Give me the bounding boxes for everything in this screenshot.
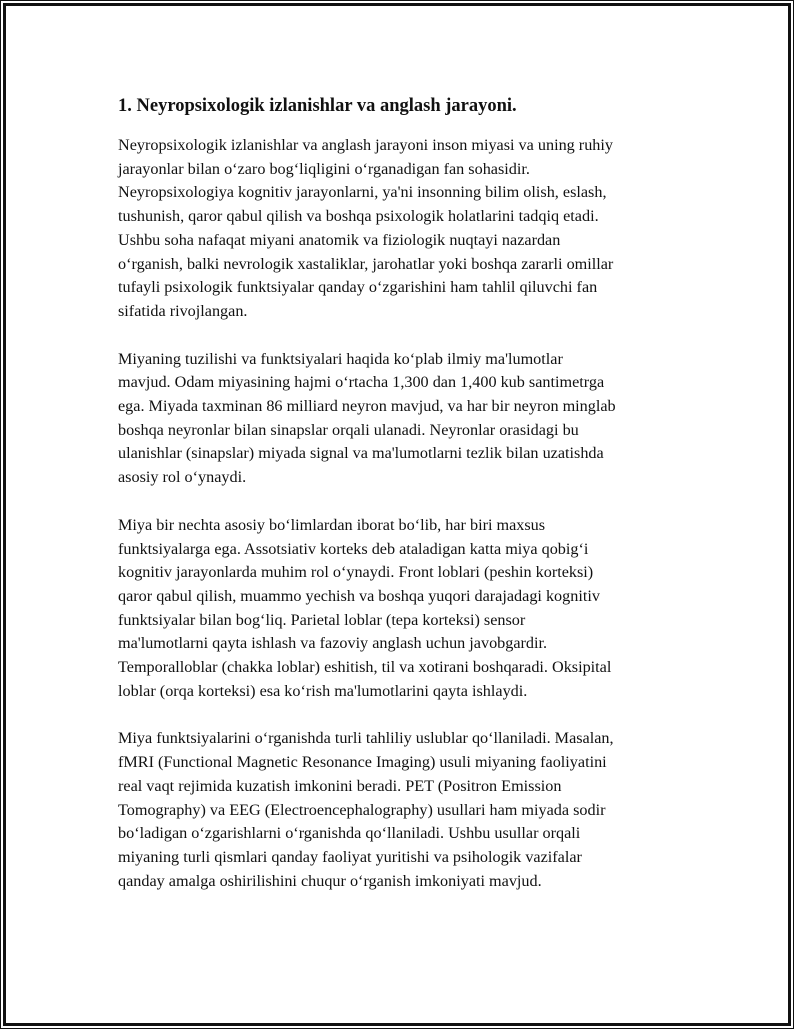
text-line: loblar (orqa korteksi) esa ko‘rish ma'lumotlarini qayta ishlaydi. [118,681,528,700]
text-line: miyaning turli qismlari qanday faoliyat yuritishi va psihologik vazifalar [118,847,582,866]
paragraph-1 [118,134,688,324]
text-line: bo‘ladigan o‘zgarishlarni o‘rganishda qo‘llaniladi. Ushbu usullar orqali [118,824,581,843]
text-line: ega. Miyada taxminan 86 milliard neyron mavjud, va har bir neyron minglab [118,397,616,416]
text-line: Miyaning tuzilishi va funktsiyalari haqida ko‘plab ilmiy ma'lumotlar [118,349,563,368]
paragraph-4 [118,727,688,893]
text-line: Miya bir nechta asosiy bo‘limlardan iborat bo‘lib, har biri maxsus [118,515,546,534]
text-line: qanday amalga oshirilishini chuqur o‘rganish imkoniyati mavjud. [118,871,542,890]
text-line: boshqa neyronlar bilan sinapslar orqali ulanadi. Neyronlar orasidagi bu [118,420,579,439]
text-line: Neyropsixologiya kognitiv jarayonlarni, ya'ni insonning bilim olish, eslash, [118,183,607,202]
text-line: tufayli psixologik funktsiyalar qanday o‘zgarishini ham tahlil qiluvchi fan [118,278,598,297]
text-line: jarayonlar bilan o‘zaro bog‘liqligini o‘rganadigan fan sohasidir. [118,159,530,178]
paragraph-2 [118,348,688,490]
text-line: mavjud. Odam miyasining hajmi o‘rtacha 1,300 dan 1,400 kub santimetrga [118,373,605,392]
text-line: Miya funktsiyalarini o‘rganishda turli tahliliy uslublar qo‘llaniladi. Masalan, [118,729,614,748]
text-line: asosiy rol o‘ynaydi. [118,468,247,487]
text-line: Ushbu soha nafaqat miyani anatomik va fiziologik nuqtayi nazardan [118,230,561,249]
text-line: Neyropsixologik izlanishlar va anglash jarayoni inson miyasi va uning ruhiy [118,136,613,154]
text-line: tushunish, qaror qabul qilish va boshqa psixologik holatlarini tadqiq etadi. [118,207,599,226]
text-line: qaror qabul qilish, muammo yechish va boshqa yuqori darajadagi kognitiv [118,586,600,605]
text-line: funktsiyalar bilan bog‘liq. Parietal loblar (tepa korteksi) sensor [118,610,526,629]
text-line: fMRI (Functional Magnetic Resonance Imaging) usuli miyaning faoliyatini [118,753,607,772]
text-line: o‘rganish, balki nevrologik xastaliklar, jarohatlar yoki boshqa zararli omillar [118,254,614,273]
text-line: Temporalloblar (chakka loblar) eshitish, til va xotirani boshqaradi. Oksipital [118,658,612,677]
document-body [118,94,688,917]
text-line: funktsiyalarga ega. Assotsiativ korteks deb ataladigan katta miya qobig‘i [118,539,589,558]
text-line: Tomography) va EEG (Electroencephalography) usullari ham miyada sodir [118,800,606,819]
text-line: ulanishlar (sinapslar) miyada signal va ma'lumotlarni tezlik bilan uzatishda [118,444,604,463]
section-heading: 1. Neyropsixologik izlanishlar va anglash jarayoni. [118,96,517,116]
text-line: sifatida rivojlangan. [118,301,248,320]
text-line: ma'lumotlarni qayta ishlash va fazoviy anglash uchun javobgardir. [118,634,548,653]
text-line: real vaqt rejimida kuzatish imkonini beradi. PET (Positron Emission [118,776,562,795]
text-line: kognitiv jarayonlarda muhim rol o‘ynaydi. Front loblari (peshin korteksi) [118,563,594,582]
paragraph-3 [118,514,688,704]
